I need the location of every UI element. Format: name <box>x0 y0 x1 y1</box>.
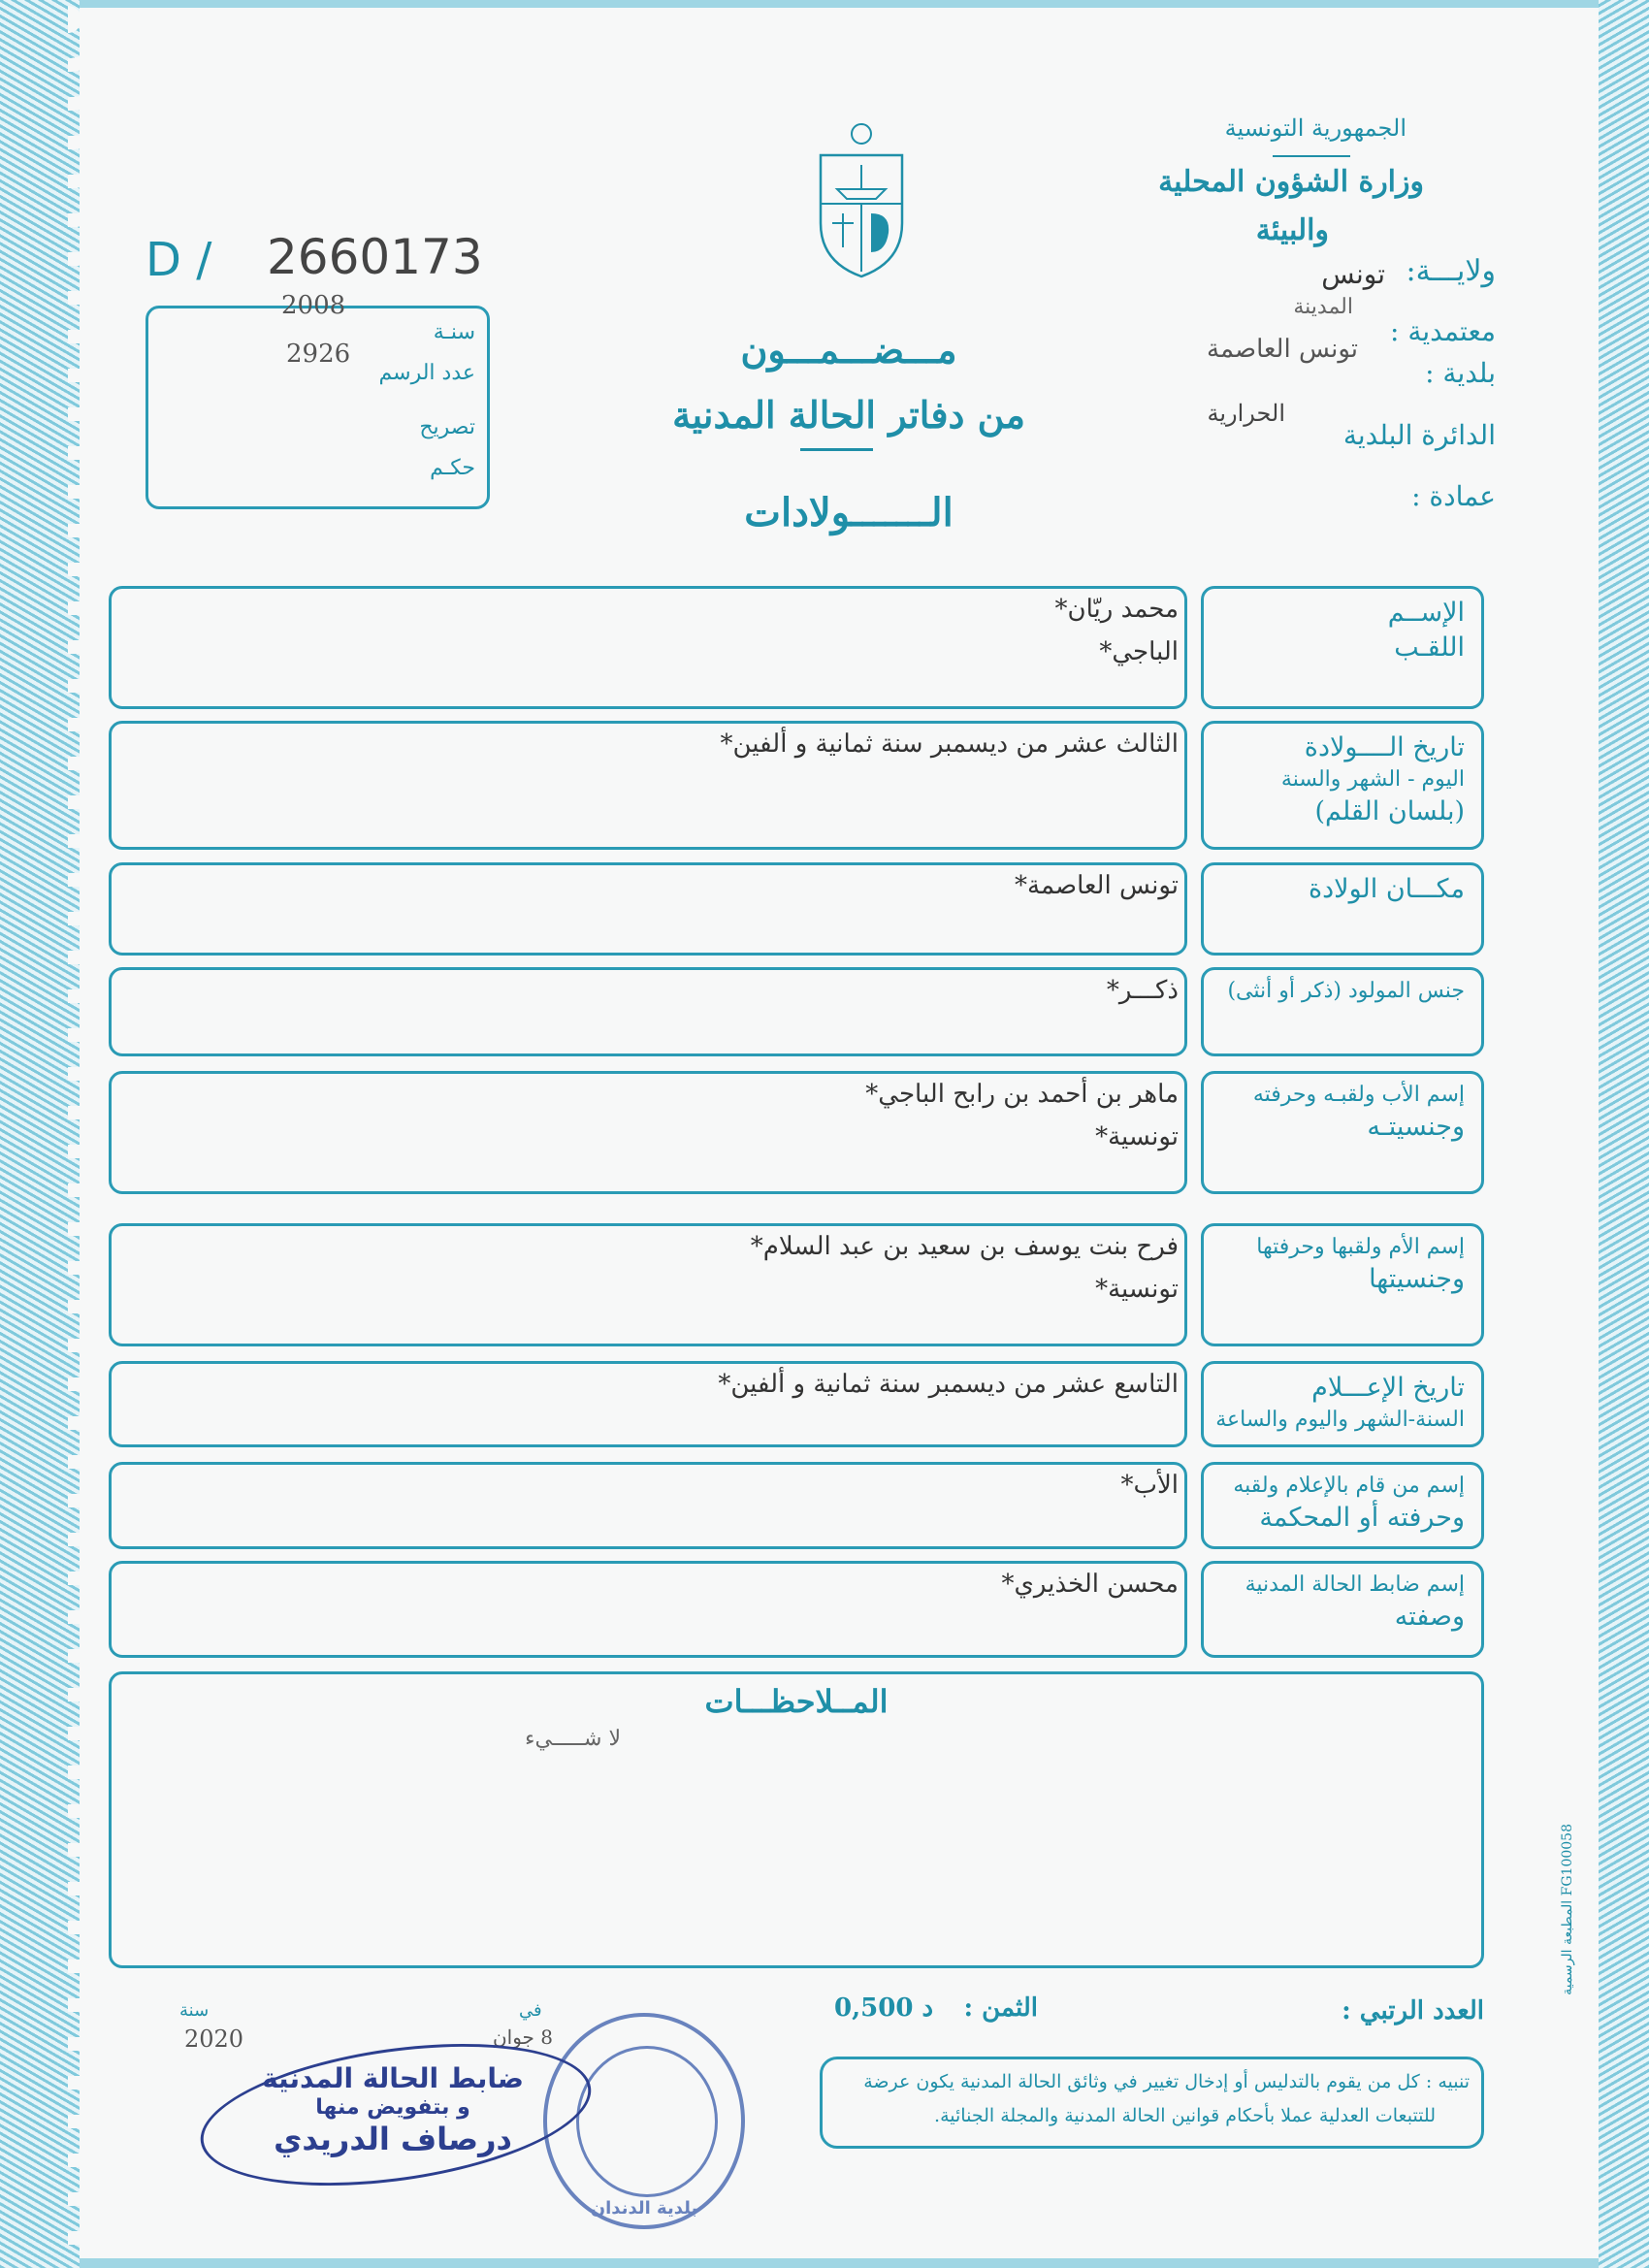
row-label <box>1208 1371 1465 1435</box>
stamp-line2: و بتفويض منها <box>315 2094 470 2120</box>
row-label <box>1208 596 1465 666</box>
omda-label: عمادة : <box>1411 480 1496 512</box>
row-label1: جنس المولود (ذكر أو أنثى) <box>1227 979 1465 1003</box>
row-label <box>1208 977 1465 1006</box>
round-seal-text: بلدية الدندان <box>590 2198 698 2219</box>
municipality-label: بلدية : <box>1425 357 1496 389</box>
row-value <box>126 1077 1179 1155</box>
row-value1: تونس العاصمة* <box>1015 871 1179 900</box>
row-label2: اليوم - الشهر والسنة <box>1280 767 1465 793</box>
remarks-title: المــلاحظـــات <box>704 1683 889 1720</box>
row-label2: اللقـب <box>1394 632 1465 664</box>
row-value1: فرح بنت يوسف بن سعيد بن عبد السلام* <box>750 1232 1179 1261</box>
title-line3: الـــــــولادات <box>744 490 954 535</box>
date-year-value: 2020 <box>184 2025 244 2053</box>
row-label <box>1208 872 1465 907</box>
row-label1: مكـــان الولادة <box>1309 874 1465 904</box>
row-value2: تونسية* <box>1095 1275 1179 1305</box>
row-value1: ماهر بن أحمد بن رابح الباجي* <box>865 1080 1179 1109</box>
municipality-value: تونس العاصمة <box>1207 335 1358 364</box>
date-value: 8 جوان <box>492 2025 553 2049</box>
row-label2: وحرفته أو المحكمة <box>1259 1502 1465 1533</box>
row-value <box>126 1567 1179 1602</box>
row-value1: التاسع عشر من ديسمبر سنة ثمانية و ألفين* <box>718 1370 1179 1399</box>
governorate-value: تونس <box>1321 258 1385 290</box>
row-label3: (بلسان القلم) <box>1314 796 1465 827</box>
delegation-value: المدينة <box>1293 295 1353 319</box>
row-label1: تاريخ الإعـــلام <box>1311 1373 1465 1403</box>
ministry-title-2: والبيئة <box>1255 213 1329 247</box>
serial-label: العدد الرتبي : <box>1342 1996 1484 2025</box>
signature-stamp-text <box>213 2062 572 2157</box>
row-value <box>126 868 1179 903</box>
row-value <box>126 727 1179 761</box>
row-value2: الباجي* <box>1099 637 1179 667</box>
printer-mark: المطبعة الرسمية FG100058 <box>1560 1824 1575 1995</box>
warning-line2: للتتبعات العدلية عملا بأحكام قوانين الحالة المدنية والمجلة الجنائية. <box>934 2105 1436 2126</box>
date-year-label: سنة <box>179 2000 210 2021</box>
serial-prefix: D / <box>146 233 212 287</box>
warning-line1: تنبيه : كل من يقوم بالتدليس أو إدخال تغيير في وثائق الحالة المدنية يكون عرضة <box>863 2071 1470 2092</box>
row-label1: إسم الأم ولقبها وحرفتها <box>1256 1235 1465 1259</box>
row-value1: الأب* <box>1120 1471 1179 1500</box>
stamp-line1: ضابط الحالة المدنية <box>262 2062 524 2094</box>
row-value <box>126 592 1179 670</box>
district-label: الدائرة البلدية <box>1342 419 1496 451</box>
coat-of-arms-icon <box>813 116 910 281</box>
row-value2: تونسية* <box>1095 1122 1179 1152</box>
delegation-label: معتمدية : <box>1390 315 1496 347</box>
date-in-label: في <box>519 2000 542 2021</box>
row-label1: الإســم <box>1387 598 1465 628</box>
decorative-border-left <box>0 0 80 2268</box>
divider <box>1273 155 1350 157</box>
ministry-title: وزارة الشؤون المحلية <box>1158 165 1424 199</box>
decorative-border-bottom <box>80 2258 1599 2268</box>
row-label <box>1208 1571 1465 1635</box>
governorate-label: ولايـــة: <box>1406 254 1496 288</box>
row-label1: إسم من قام بالإعلام ولقبه <box>1233 1474 1465 1498</box>
act-number-label: عدد الرسم <box>378 361 475 385</box>
row-label2: وجنسيتـه <box>1367 1111 1465 1142</box>
republic-title: الجمهورية التونسية <box>1224 114 1406 142</box>
declaration-label: تصريح <box>419 415 475 439</box>
row-value <box>126 1229 1179 1308</box>
row-value1: محمد ريّان* <box>1054 595 1179 624</box>
row-label2: وصفته <box>1394 1601 1465 1632</box>
row-label <box>1208 1233 1465 1297</box>
remarks-value: لا شـــــيء <box>525 1727 621 1751</box>
title-line1: مـــضـــمـــون <box>740 328 957 372</box>
price-value: 0,500 د <box>834 1993 934 2023</box>
stamp-line3: درصاف الدريدي <box>274 2120 512 2157</box>
row-value <box>126 973 1179 1008</box>
row-label <box>1208 730 1465 830</box>
title-line2: من دفاتر الحالة المدنية <box>672 393 1025 437</box>
row-label <box>1208 1081 1465 1145</box>
row-value1: ذكـــر* <box>1106 976 1179 1005</box>
row-value <box>126 1367 1179 1402</box>
decorative-border-top <box>80 0 1599 8</box>
title-underline <box>800 448 873 451</box>
row-label2: وجنسيتها <box>1369 1263 1465 1294</box>
judgment-label: حكـم <box>430 456 475 480</box>
record-year-value: 2008 <box>281 291 346 320</box>
row-label <box>1208 1472 1465 1536</box>
row-label1: تاريخ الــــولادة <box>1304 732 1465 762</box>
row-label2: السنة-الشهر واليوم والساعة <box>1215 1408 1465 1433</box>
round-seal <box>543 2013 745 2229</box>
act-number-value: 2926 <box>286 340 351 369</box>
row-value1: محسن الخذيري* <box>1001 1570 1179 1599</box>
row-label1: إسم ضابط الحالة المدنية <box>1245 1572 1465 1597</box>
record-year-label: سنـة <box>433 320 475 344</box>
row-label1: إسم الأب ولقبـه وحرفته <box>1252 1083 1465 1107</box>
decorative-border-right <box>1599 0 1649 2268</box>
serial-number: 2660173 <box>267 229 483 285</box>
district-value: الحرارية <box>1207 400 1285 427</box>
row-value <box>126 1468 1179 1503</box>
row-value1: الثالث عشر من ديسمبر سنة ثمانية و ألفين* <box>720 729 1179 759</box>
price-label: الثمن : <box>963 1993 1038 2023</box>
